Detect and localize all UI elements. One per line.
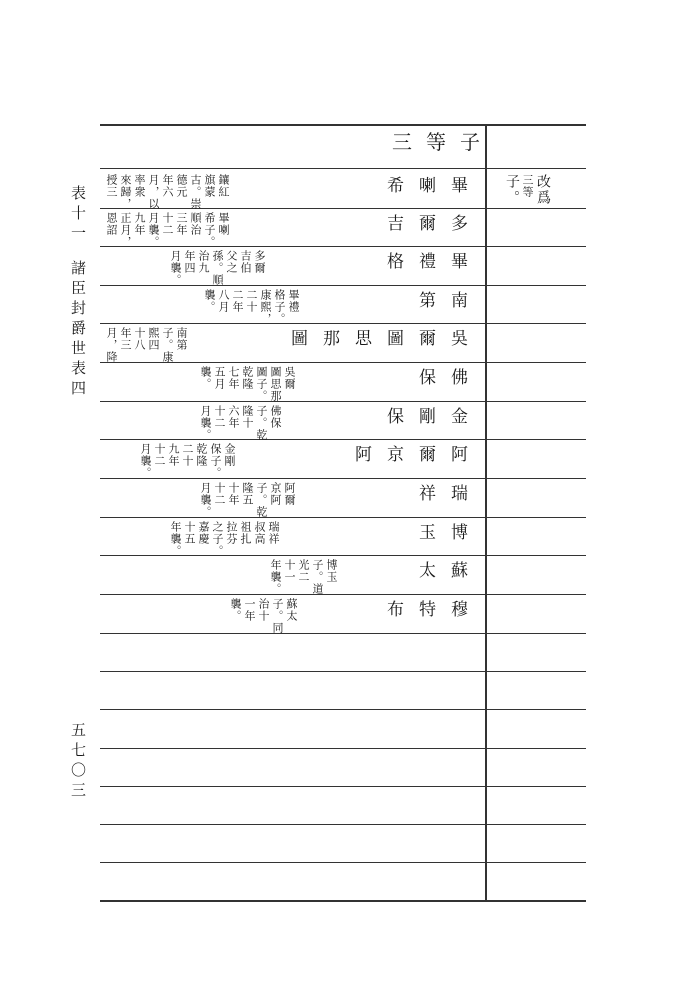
table-label: 表十一: [69, 185, 87, 245]
right-note: 改爲 三等 子。: [504, 174, 551, 206]
section-title: 諸臣封爵世表四: [69, 260, 87, 400]
page-number: 五七〇三: [69, 722, 87, 802]
rank-header: 三等子: [392, 130, 494, 154]
